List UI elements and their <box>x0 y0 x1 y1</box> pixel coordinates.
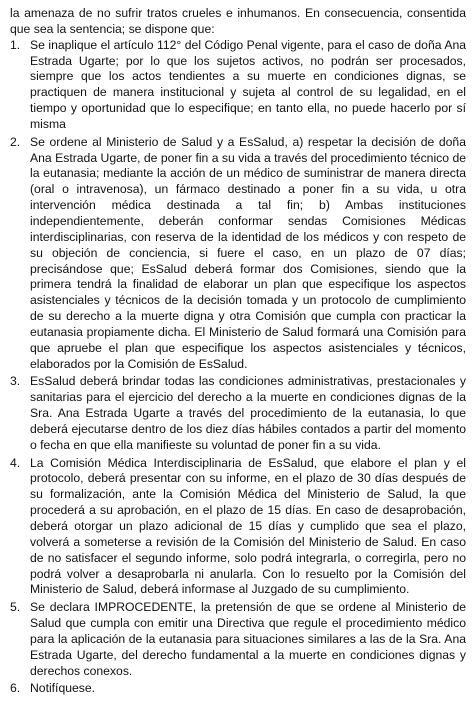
intro-paragraph: la amenaza de no sufrir tratos crueles e inhumanos. En consecuencia, consentida que sea la sentencia; se dispone que: <box>10 6 466 36</box>
list-item-2 <box>10 135 466 373</box>
list-item-text: La Comisión Médica Interdisciplinaria de EsSalud, que elabore el plan y el protocolo, deberá presentar con su informe, en el plazo de 30 días después de su formalización, ante la Comisión Médica del Ministerio de Salud, la que procederá a su aprobación, en el plazo de 15 días. En caso de desaprobación, deberá otorgar un plazo adicional de 15 días y cumplido que sea el plazo, volverá a someterse a revisión de la Comisión del Ministerio de Salud. En caso de no satisfacer el segundo informe, solo podrá integrarla, o corregirla, pero no podrá volver a desaprobarla ni anularla. Con lo resuelto por la Comisión del Ministerio de Salud, deberá informase al Juzgado de su cumplimiento. <box>30 455 466 597</box>
list-item-1 <box>10 38 466 133</box>
list-item-number: 2. <box>10 134 21 149</box>
list-item-5 <box>10 600 466 679</box>
list-item-number: 3. <box>10 374 21 389</box>
list-item-text: EsSalud deberá brindar todas las condiciones administrativas, prestacionales y sanitarias para el ejercicio del derecho a la muerte en condiciones dignas de la Sra. Ana Estrada Ugarte a través del procedimiento de la eutanasia, lo que deberá ejecutarse dentro de los diez días hábiles contados a partir del momento o fecha en que ella manifieste su voluntad de poner fin a su vida. <box>30 374 466 452</box>
list-item-number: 6. <box>10 681 21 696</box>
list-item-number: 5. <box>10 600 21 615</box>
list-item-number: 4. <box>10 455 21 470</box>
list-item-3 <box>10 374 466 453</box>
list-item-text: Se ordene al Ministerio de Salud y a EsSalud, a) respetar la decisión de doña Ana Estrada Ugarte, de poner fin a su vida a través del procedimiento técnico de la eutanasia; mediante la acción de un médico de suministrar de manera directa (oral o intravenosa), un fármaco destinado a poner fin a su vida, u otra intervención médica destinada a tal fin; b) Ambas instituciones independientemente, deberán conformar sendas Comisiones Médicas interdisciplinarias, con reserva de la identidad de los médicos y con respeto de su objeción de conciencia, si fuere el caso, en un plazo de 07 días; precisándose que; EsSalud deberá formar dos Comisiones, siendo que la primera tendrá la finalidad de elaborar un plan que especifique los aspectos asistenciales y técnicos de la decisión tomada y un protocolo de cumplimiento de su derecho a la muerte digna y otra Comisión que cumpla con practicar la eutanasia propiamente dicha. El Ministerio de Salud formará una Comisión para que apruebe el plan que especifique los aspectos asistenciales y técnicos, elaborados por la Comisión de EsSalud. <box>30 134 466 371</box>
list-item-text: Se inaplique el artículo 112° del Código Penal vigente, para el caso de doña Ana Estrada Ugarte; por lo que los sujetos activos, no podrán ser procesados, siempre que los actos tendientes a su muerte en condiciones dignas, se practiquen de manera institucional y sujeta al control de su legalidad, en el tiempo y oportunidad que lo especifique; en tanto ella, no puede hacerlo por sí misma <box>30 37 466 131</box>
list-item-4 <box>10 456 466 599</box>
list-item-text: Se declara IMPROCEDENTE, la pretensión de que se ordene al Ministerio de Salud que cumpla con emitir una Directiva que regule el procedimiento médico para la aplicación de la eutanasia para situaciones similares a las de la Sra. Ana Estrada Ugarte, del derecho fundamental a la muerte en condiciones dignas y derechos conexos. <box>30 600 466 678</box>
list-item-text: Notifíquese. <box>30 681 96 696</box>
list-item-6 <box>10 681 466 697</box>
list-item-number: 1. <box>10 37 21 52</box>
